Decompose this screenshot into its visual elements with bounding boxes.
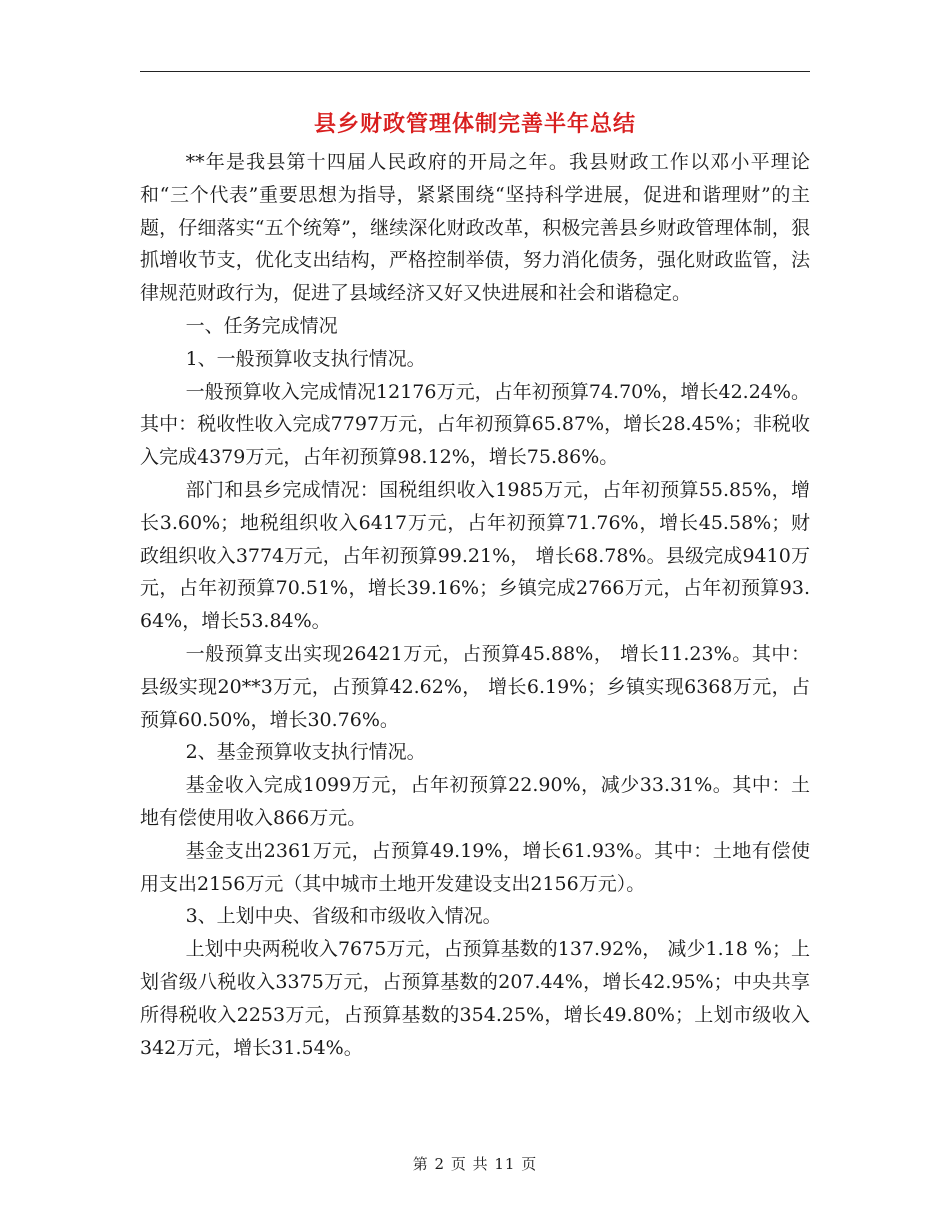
paragraph-general-budget-expenditure: 一般预算支出实现26421万元，占预算45.88%， 增长11.23%。其中：县级实现20**3万元，占预算42.62%， 增长6.19%；乡镇实现6368万元，占预算60.50%，增长30.76%。 xyxy=(140,642,810,731)
paragraph-transferred-revenue: 上划中央两税收入7675万元，占预算基数的137.92%， 减少1.18 %；上划省级八税收入3375万元，占预算基数的207.44%，增长42.95%；中央共享所得税收入2253万元，占预算基数的354.25%，增长49.80%；上划市级收入342万元，增长31.54%。 xyxy=(140,938,810,1059)
paragraph-intro: **年是我县第十四届人民政府的开局之年。我县财政工作以邓小平理论和“三个代表”重要思想为指导，紧紧围绕“坚持科学进展，促进和谐理财”的主题，仔细落实“五个统筹”，继续深化财政改革，积极完善县乡财政管理体制，狠抓增收节支，优化支出结构，严格控制举债，努力消化债务，强化财政监管，法律规范财政行为，促进了县域经济又好又快进展和社会和谐稳定。 xyxy=(140,151,810,305)
header-rule xyxy=(140,71,810,72)
paragraph-general-budget-revenue: 一般预算收入完成情况12176万元，占年初预算74.70%，增长42.24%。其中：税收性收入完成7797万元，占年初预算65.87%，增长28.45%；非税收入完成4379万元，占年初预算98.12%，增长75.86%。 xyxy=(140,380,810,469)
document-title: 县乡财政管理体制完善半年总结 xyxy=(313,111,636,137)
document-body xyxy=(140,146,810,1064)
subsection-heading-fund-budget: 2、基金预算收支执行情况。 xyxy=(185,741,426,764)
subsection-heading-transferred-revenue: 3、上划中央、省级和市级收入情况。 xyxy=(185,905,502,928)
page-number-footer: 第 2 页 共 11 页 xyxy=(412,1155,538,1173)
paragraph-department-completion: 部门和县乡完成情况：国税组织收入1985万元，占年初预算55.85%，增长3.60%；地税组织收入6417万元，占年初预算71.76%，增长45.58%；财政组织收入3774万元，占年初预算99.21%， 增长68.78%。县级完成9410万元，占年初预算70.51%，增长39.16%；乡镇完成2766万元，占年初预算93.64%，增长53.84%。 xyxy=(140,478,810,633)
paragraph-fund-expenditure: 基金支出2361万元，占预算49.19%，增长61.93%。其中：土地有偿使用支出2156万元（其中城市土地开发建设支出2156万元）。 xyxy=(140,839,810,895)
subsection-heading-general-budget: 1、一般预算收支执行情况。 xyxy=(185,347,426,370)
section-heading-task-completion: 一、任务完成情况 xyxy=(185,314,338,337)
paragraph-fund-revenue: 基金收入完成1099万元，占年初预算22.90%，减少33.31%。其中：土地有偿使用收入866万元。 xyxy=(140,774,810,829)
